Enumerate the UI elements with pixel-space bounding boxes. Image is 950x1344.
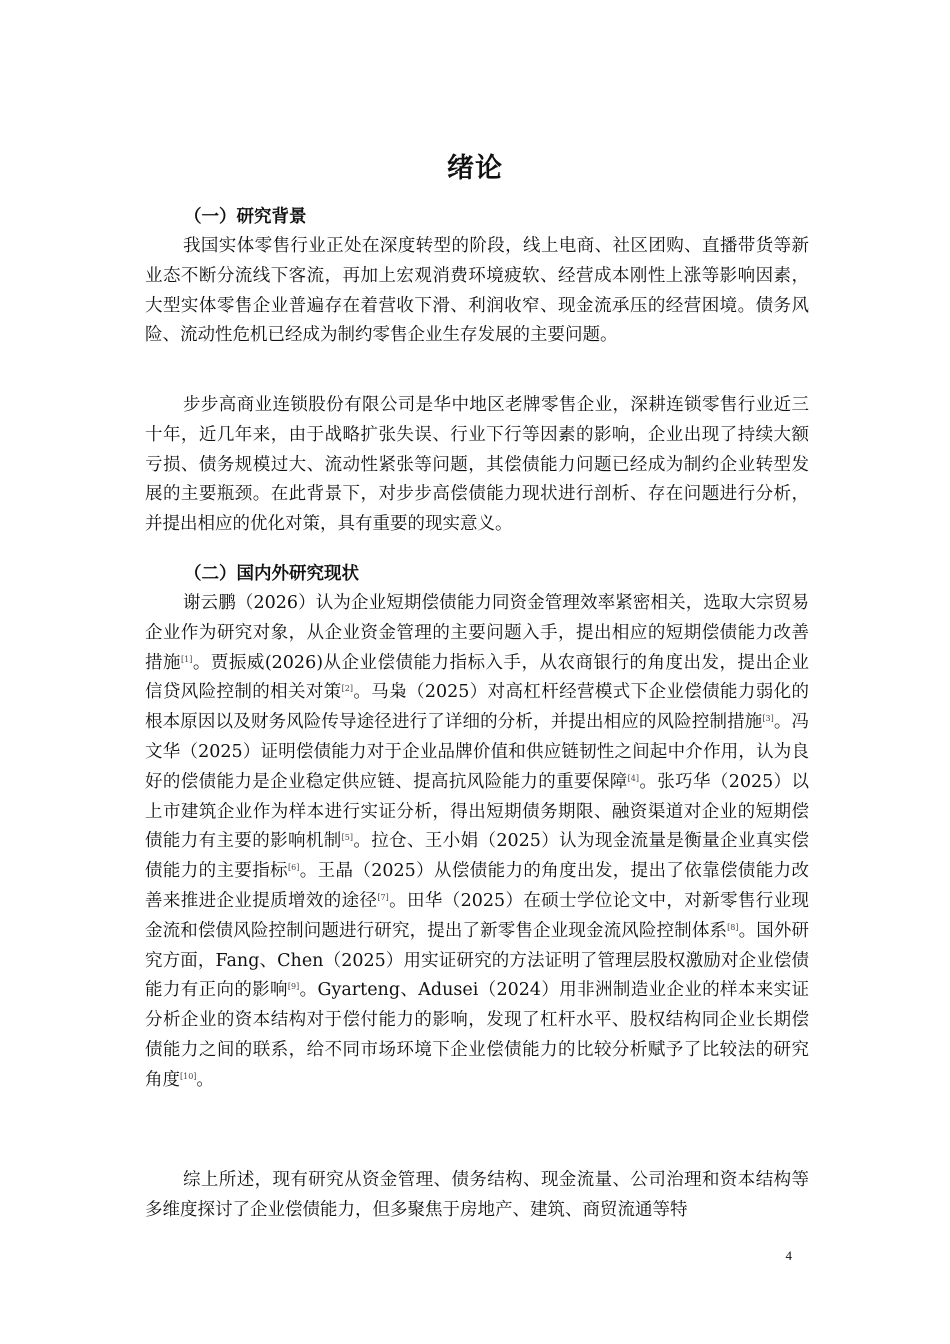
text-segment: 。Gyarteng、Adusei（2024）用非洲制造业企业的样本来实证分析企业的资本结构对于偿付能力的影响，发现了杠杆水平、股权结构同企业长期偿债能力之间的联系，给不同市场环境下企业偿债能力的比较分析赋予了比较法的研究角度	[145, 980, 810, 1090]
text-segment: 。马枭（2025）对高杠杆经营模式下企业偿债能力弱化的根本原因以及财务风险传导途径进行了详细的分析，并提出相应的风险控制措施	[145, 682, 809, 733]
citation-9: [9]	[287, 982, 300, 992]
citation-8: [8]	[727, 922, 739, 932]
paragraph-literature-review	[145, 589, 809, 1096]
paragraph-background-2: 步步高商业连锁股份有限公司是华中地区老牌零售企业，深耕连锁零售行业近三十年，近几年来，由于战略扩张失误、行业下行等因素的影响，企业出现了持续大额亏损、债务规模过大、流动性紧张等问题，其偿债能力问题已经成为制约企业转型发展的主要瓶颈。在此背景下，对步步高偿债能力现状进行剖析、存在问题进行分析，并提出相应的优化对策，具有重要的现实意义。	[145, 395, 809, 535]
citation-4: [4]	[627, 773, 639, 783]
text-segment: 谢云鹏（2026）认为企业短期偿债能力同资金管理效率紧密相关，选取大宗贸易企业作为研究对象，从企业资金管理的主要问题入手，提出相应的短期偿债能力改善措施	[145, 593, 809, 673]
text-segment: 。冯文华（2025）证明偿债能力对于企业品牌价值和供应链韧性之间起中介作用，认为良好的偿债能力是企业稳定供应链、提高抗风险能力的重要保障	[145, 712, 809, 792]
page-title: 绪论	[447, 153, 503, 184]
citation-5: [5]	[341, 833, 353, 843]
text-segment: 。张巧华（2025）以上市建筑企业作为样本进行实证分析，得出短期债务期限、融资渠道对企业的短期偿债能力有主要的影响机制	[145, 771, 810, 852]
text-segment: 。田华（2025）在硕士学位论文中，对新零售行业现金流和偿债风险控制问题进行研究，提出了新零售企业现金流风险控制体系	[145, 890, 809, 941]
citation-1: [1]	[181, 654, 193, 664]
text-segment: 。王晶（2025）从偿债能力的角度出发，提出了依靠偿债能力改善来推进企业提质增效的途径	[145, 861, 809, 911]
page-number: 4	[785, 1248, 792, 1263]
citation-3: [3]	[762, 714, 774, 724]
citation-7: [7]	[377, 892, 389, 902]
paragraph-background-1: 我国实体零售行业正处在深度转型的阶段，线上电商、社区团购、直播带货等新业态不断分流线下客流，再加上宏观消费环境疲软、经营成本刚性上涨等影响因素，大型实体零售企业普遍存在着营收下滑、利润收窄、现金流承压的经营困境。债务风险、流动性危机已经成为制约零售企业生存发展的主要问题。	[145, 236, 809, 346]
text-segment: 。	[196, 1069, 214, 1090]
paragraph-summary: 综上所述，现有研究从资金管理、债务结构、现金流量、公司治理和资本结构等多维度探讨了企业偿债能力，但多聚焦于房地产、建筑、商贸流通等特	[145, 1170, 809, 1220]
section-heading-background: （一）研究背景	[184, 207, 307, 227]
section-heading-literature: （二）国内外研究现状	[184, 564, 359, 584]
text-segment: 。国外研究方面，Fang、Chen（2025）用实证研究的方法证明了管理层股权激励对企业偿债能力有正向的影响	[145, 920, 810, 1001]
text-segment: 。拉仓、王小娟（2025）认为现金流量是衡量企业真实偿债能力的主要指标	[145, 831, 809, 882]
text-segment: 。贾振威(2026)从企业偿债能力指标入手，从农商银行的角度出发，提出企业信贷风险控制的相关对策	[145, 652, 809, 703]
citation-6: [6]	[288, 863, 300, 873]
citation-10: [10]	[180, 1071, 197, 1081]
citation-2: [2]	[341, 684, 353, 694]
